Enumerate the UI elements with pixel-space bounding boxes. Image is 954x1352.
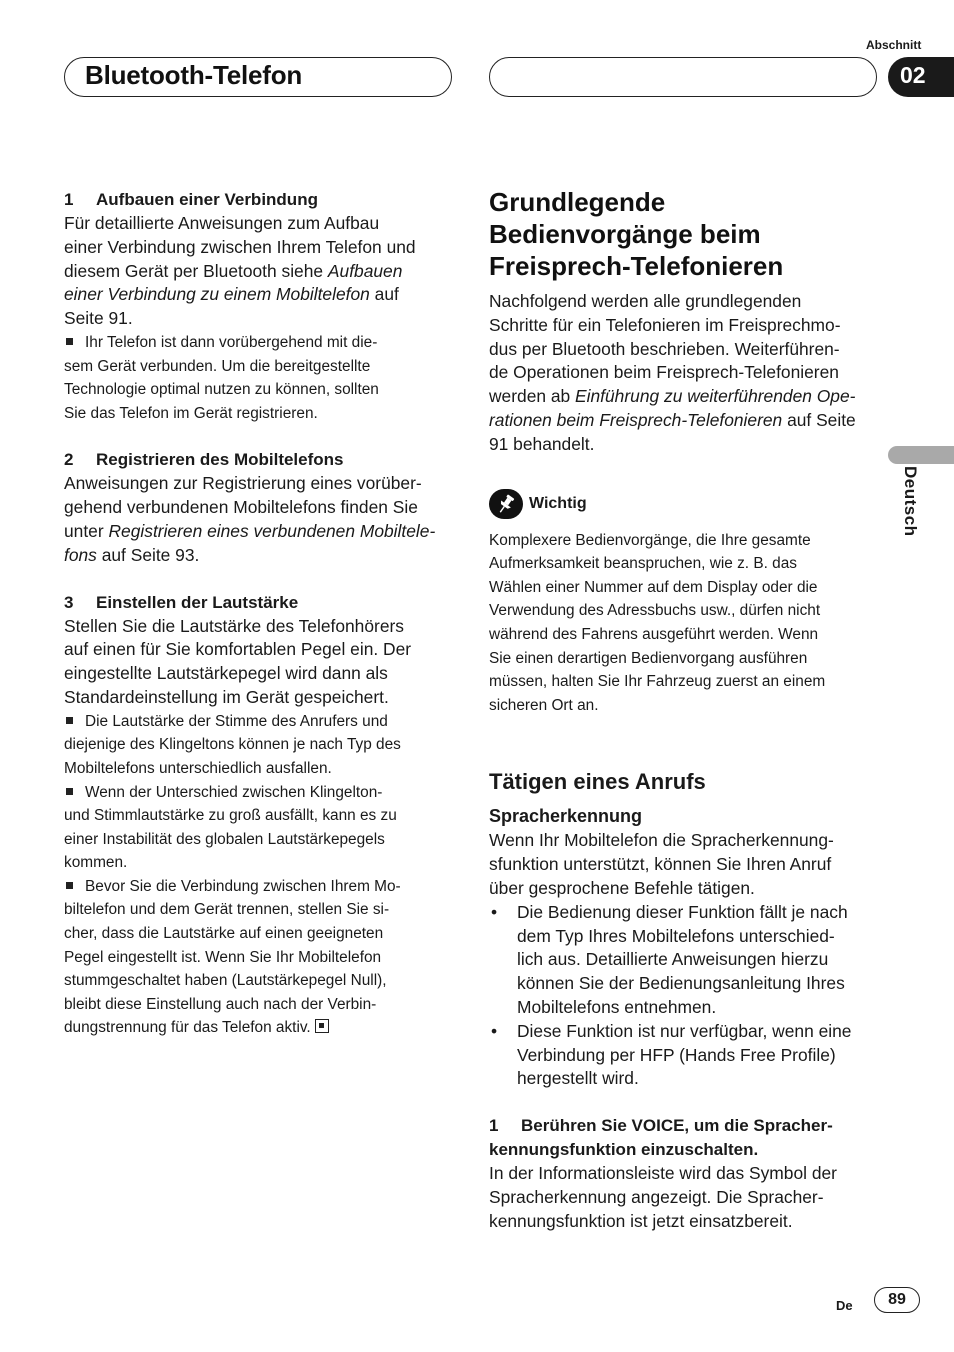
step-body: Stellen Sie die Lautstärke des Telefonhörers auf einen für Sie komfortablen Pegel ein. Der eingestellte Lautstärkepegel wird dann als Standardeinstellung im Gerät gespeichert. [64, 615, 412, 707]
header-blank-frame [489, 57, 877, 97]
page-number: 89 [874, 1287, 920, 1313]
step-note: Bevor Sie die Verbindung zwischen Ihrem Mo- biltelefon und dem Gerät trennen, stellen Sie si- cher, dass die Lautstärke auf einen geeigneten Pegel eingestellt ist. Wenn Sie Ihr Mobiltelefon stummgeschaltet haben (Lautstärkepegel Null), bleibt diese Einstellung auch nach der Verbin- dungstrennung für das Telefon aktiv. [64, 877, 401, 1037]
step-body: In der Informationsleiste wird das Symbol der Spracherkennung angezeigt. Die Spracher- kennungsfunktion ist jetzt einsatzbereit. [489, 1163, 837, 1231]
section-number-badge: 02 [888, 57, 954, 97]
subsection-heading: Tätigen eines Anrufs [489, 769, 706, 795]
note-bullet-icon [66, 717, 73, 724]
step-body: Für detaillierte Anweisungen zum Aufbau einer Verbindung zwischen Ihrem Telefon und diesem Gerät per Bluetooth siehe Aufbauen einer Verbindung zu einem Mobiltelefon auf Seite 91. [64, 213, 416, 329]
note-bullet-icon [66, 788, 73, 795]
language-tab-marker [888, 446, 954, 464]
subsubsection-heading: Spracherkennung [489, 806, 643, 827]
step-body: Anweisungen zur Registrierung eines vorüber- gehend verbundenen Mobiltelefons finden Sie unter Registrieren eines verbundenen Mobiltele- fons auf Seite 93. [64, 473, 436, 565]
important-text: Komplexere Bedienvorgänge, die Ihre gesamte Aufmerksamkeit beanspruchen, wie z. B. das Wählen einer Nummer auf dem Display oder die Verwendung des Adressbuchs usw., dürfen nicht während des Fahrens ausgeführt werden. Wenn Sie einen derartigen Bedienvorgang ausführen müssen, halten Sie Ihr Fahrzeug zuerst an einem sicheren Ort an. [489, 531, 826, 714]
step-note: Die Lautstärke der Stimme des Anrufers und diejenige des Klingeltons können je nach Typ des Mobiltelefons unterschiedlich ausfallen. [64, 712, 401, 777]
end-of-section-icon [315, 1019, 329, 1033]
step-heading: 3 Einstellen der Lautstärke [64, 592, 299, 612]
language-tab-label: Deutsch [901, 466, 920, 537]
step-heading: 1 Aufbauen einer Verbindung [64, 190, 318, 209]
header-title-frame [64, 57, 452, 97]
important-label: Wichtig [529, 494, 587, 512]
note-bullet-icon [66, 882, 73, 889]
note-bullet-icon [66, 338, 73, 345]
step-note: Ihr Telefon ist dann vorübergehend mit die- sem Gerät verbunden. Um die bereitgestellte Technologie optimal nutzen zu können, sollten Sie das Telefon im Gerät registrieren. [64, 333, 379, 422]
page-heading: Grundlegende Bedienvorgänge beim Freisprech-Telefonieren [489, 187, 784, 281]
list-item: • Die Bedienung dieser Funktion fällt je nach dem Typ Ihres Mobiltelefons unterschied- lich aus. Detaillierte Anweisungen hierzu können Sie der Bedienungsanleitung Ihres Mobiltelefons entnehmen. [491, 901, 848, 1017]
language-code: De [836, 1298, 853, 1313]
important-callout-header [489, 489, 879, 519]
list-item: • Diese Funktion ist nur verfügbar, wenn eine Verbindung per HFP (Hands Free Profile) hergestellt wird. [491, 1020, 852, 1089]
section-label: Abschnitt [866, 38, 922, 52]
pushpin-icon [489, 489, 523, 519]
step-note: Wenn der Unterschied zwischen Klingelton- und Stimmlautstärke zu groß ausfällt, kann es zu einer Instabilität des globalen Lautstärkepegels kommen. [64, 783, 397, 872]
step-heading: 2 Registrieren des Mobiltelefons [64, 450, 344, 470]
section-title: Bluetooth-Telefon [85, 60, 303, 90]
intro-paragraph: Nachfolgend werden alle grundlegenden Schritte für ein Telefonieren im Freisprechmo- dus per Bluetooth beschrieben. Weiterführen- de Operationen beim Freisprech-Telefonieren werden ab Einführung zu weiterführenden Ope- rationen beim Freisprech-Telefonieren auf Seite 91 behandelt. [489, 291, 856, 454]
right-column [489, 186, 879, 1233]
step-heading: 1 Berühren Sie VOICE, um die Spracher- kennungsfunktion einzuschalten. [489, 1116, 833, 1160]
left-column [64, 188, 450, 1040]
speech-paragraph: Wenn Ihr Mobiltelefon die Spracherkennung- sfunktion unterstützt, können Sie Ihren Anruf über gesprochene Befehle tätigen. [489, 830, 834, 898]
